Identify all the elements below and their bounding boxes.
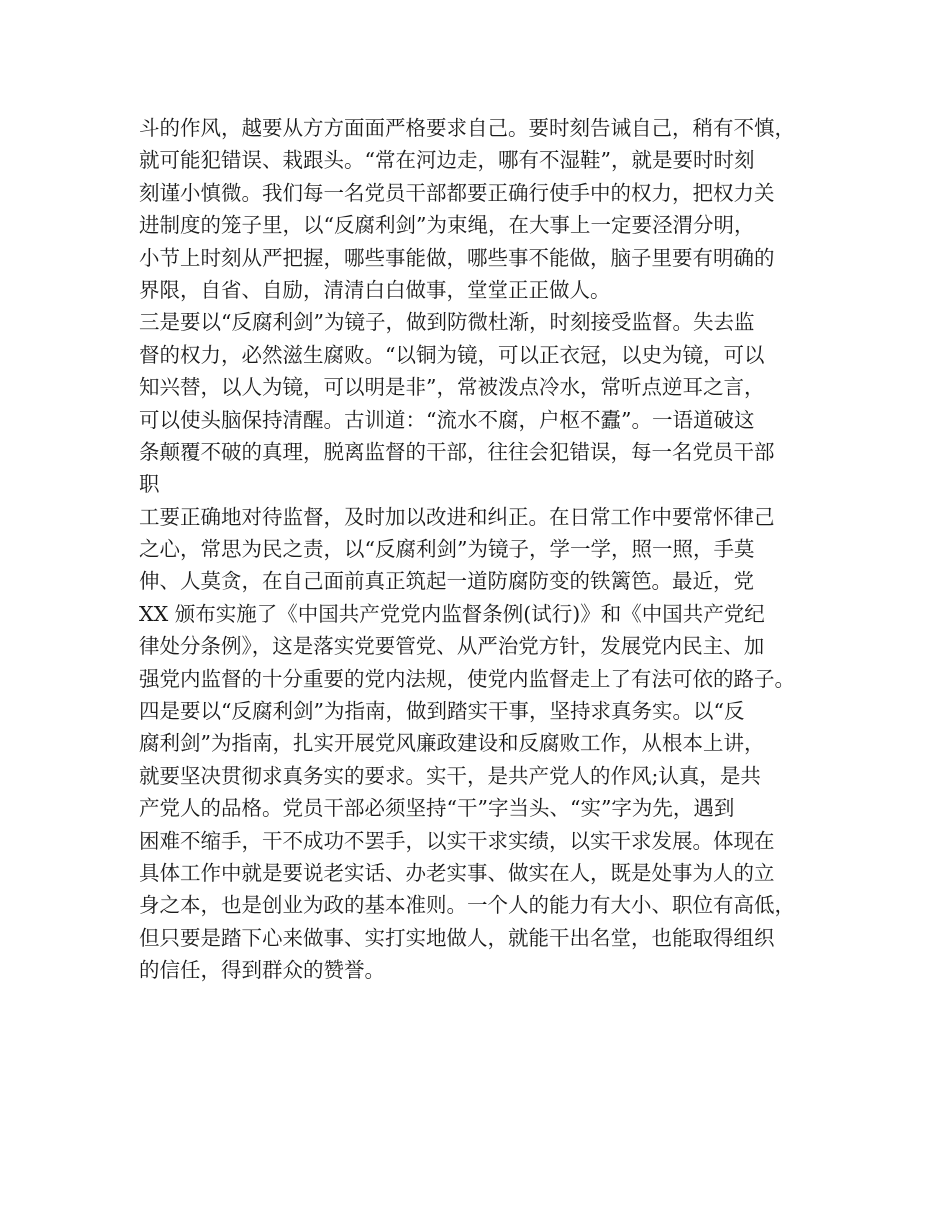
- text-line: 小节上时刻从严把握，哪些事能做，哪些事不能做，脑子里要有明确的: [139, 245, 775, 270]
- text-line: 困难不缩手，干不成功不罢手，以实干求实绩，以实干求发展。体现在: [139, 828, 775, 853]
- text-line: 的信任，得到群众的赞誉。: [139, 958, 385, 983]
- text-line: 但只要是踏下心来做事、实打实地做人，就能干出名堂，也能取得组织: [139, 925, 775, 950]
- text-line: 伸、人莫贪，在自己面前真正筑起一道防腐防变的铁篱笆。最近，党: [139, 569, 754, 594]
- body-text: [139, 112, 839, 987]
- text-line: 身之本，也是创业为政的基本准则。一个人的能力有大小、职位有高低，: [139, 893, 795, 918]
- text-line: 工要正确地对待监督，及时加以改进和纠正。在日常工作中要常怀律己: [139, 504, 775, 529]
- text-line: 产党人的品格。党员干部必须坚持“干”字当头、“实”字为先，遇到: [139, 796, 735, 821]
- text-line: 强党内监督的十分重要的党内法规，使党内监督走上了有法可依的路子。: [139, 666, 795, 691]
- text-line: XX 颁布实施了《中国共产党党内监督条例(试行)》和《中国共产党纪: [139, 601, 765, 626]
- text-line: 斗的作风，越要从方方面面严格要求自己。要时刻告诫自己，稍有不慎，: [139, 116, 795, 140]
- text-line: 督的权力，必然滋生腐败。“以铜为镜，可以正衣冠，以史为镜，可以: [139, 342, 765, 367]
- text-line: 条颠覆不破的真理，脱离监督的干部，往往会犯错误，每一名党员干部: [139, 439, 775, 464]
- text-line: 三是要以“反腐利剑”为镜子，做到防微杜渐，时刻接受监督。失去监: [139, 310, 755, 335]
- text-line: 职: [139, 472, 160, 497]
- text-line: 刻谨小慎微。我们每一名党员干部都要正确行使手中的权力，把权力关: [139, 180, 775, 205]
- text-line: 进制度的笼子里，以“反腐利剑”为束绳，在大事上一定要泾渭分明，: [139, 213, 755, 238]
- text-line: 就要坚决贯彻求真务实的要求。实干，是共产党人的作风;认真，是共: [139, 763, 761, 788]
- text-line: 可以使头脑保持清醒。古训道：“流水不腐，户枢不蠹”。一语道破这: [139, 407, 755, 432]
- text-line: 知兴替，以人为镜，可以明是非”，常被泼点冷水，常听点逆耳之言，: [139, 375, 765, 400]
- text-line: 就可能犯错误、栽跟头。“常在河边走，哪有不湿鞋”，就是要时时刻: [139, 148, 755, 173]
- text-line: 具体工作中就是要说老实话、办老实事、做实在人，既是处事为人的立: [139, 860, 775, 885]
- text-line: 四是要以“反腐利剑”为指南，做到踏实干事，坚持求真务实。以“反: [139, 699, 745, 724]
- text-line: 之心，常思为民之责，以“反腐利剑”为镜子，学一学，照一照，手莫: [139, 537, 755, 562]
- text-line: 律处分条例》，这是落实党要管党、从严治党方针，发展党内民主、加: [139, 634, 765, 659]
- text-line: 界限，自省、自励，清清白白做事，堂堂正正做人。: [139, 277, 611, 302]
- text-line: 腐利剑”为指南，扎实开展党风廉政建设和反腐败工作，从根本上讲，: [139, 731, 765, 756]
